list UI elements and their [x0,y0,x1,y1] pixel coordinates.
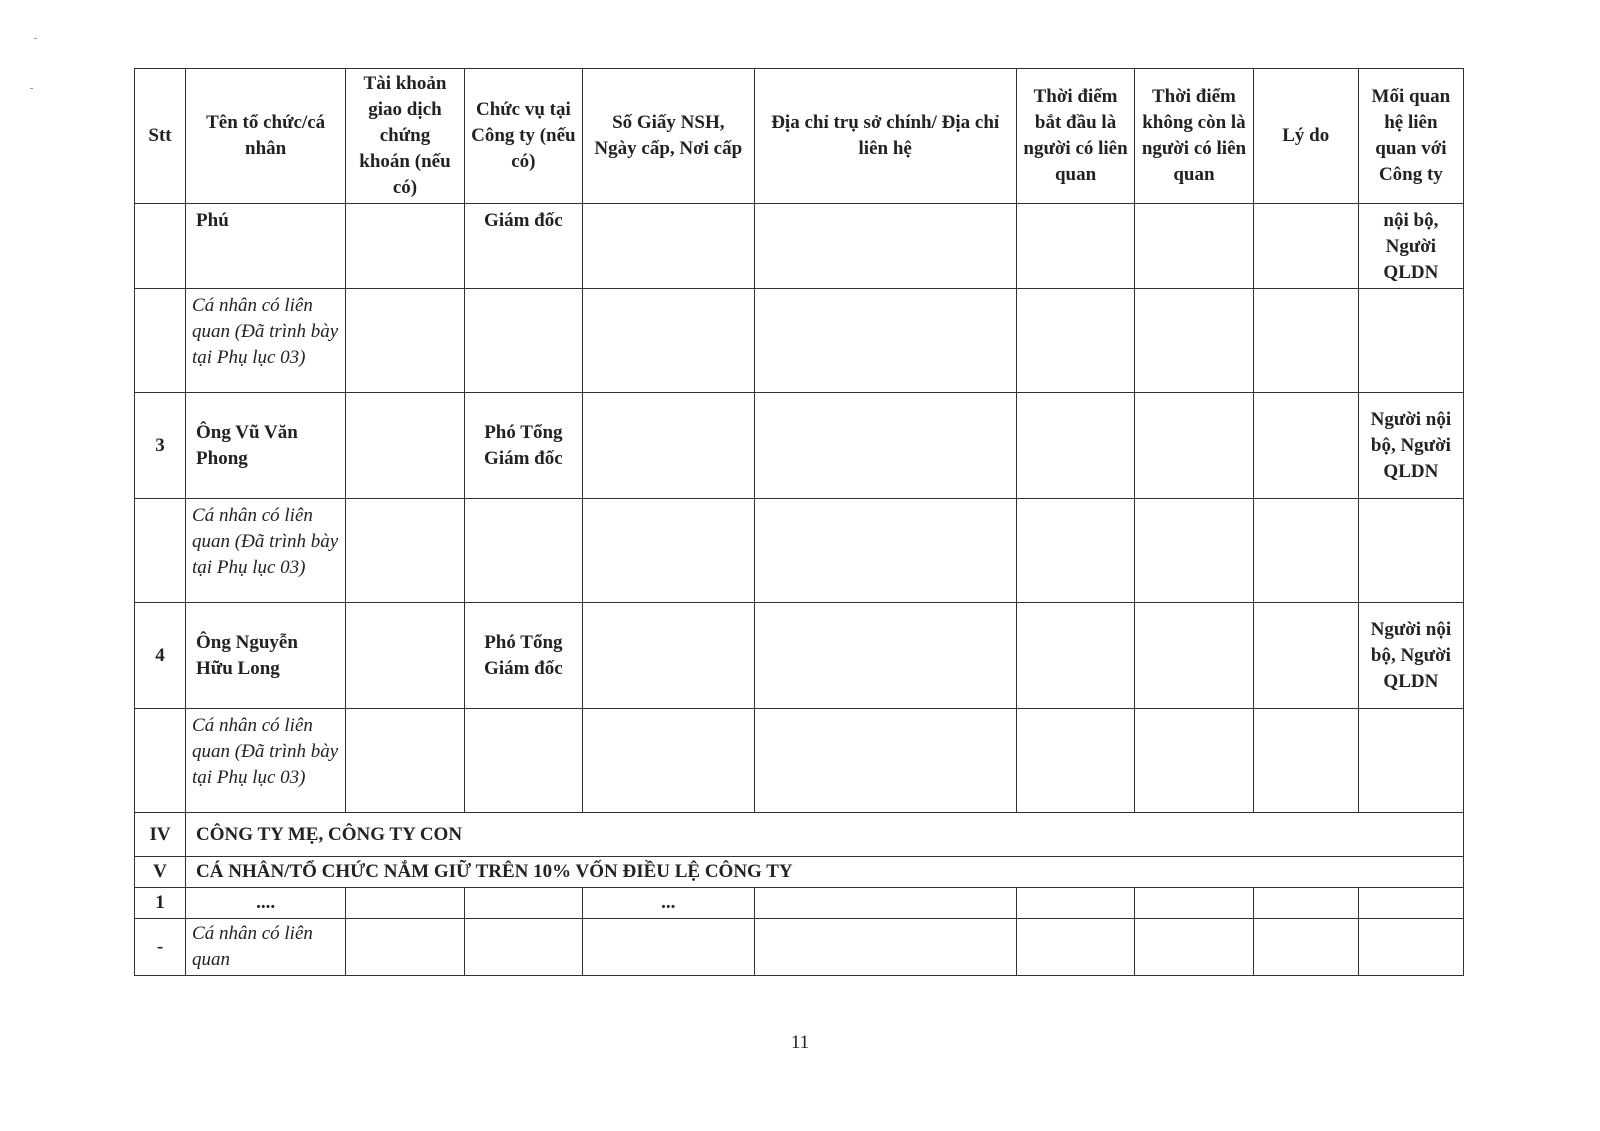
header-reason: Lý do [1253,69,1358,204]
page-number: 11 [790,1032,810,1053]
related-persons-note: Cá nhân có liên quan (Đã trình bày tại Phụ lục 03) [186,499,346,603]
table-row [135,204,1464,289]
row-stt: - [135,919,186,976]
related-persons-note: Cá nhân có liên quan (Đã trình bày tại Phụ lục 03) [186,709,346,813]
placeholder-nsh: ... [583,888,754,919]
header-account: Tài khoản giao dịch chứng khoán (nếu có) [346,69,464,204]
person-name: Phú [186,204,346,289]
header-row [135,69,1464,204]
table-row [135,919,1464,976]
header-relation: Mối quan hệ liên quan với Công ty [1358,69,1463,204]
header-name: Tên tổ chức/cá nhân [186,69,346,204]
header-position: Chức vụ tại Công ty (nếu có) [464,69,582,204]
section-number: IV [135,813,186,857]
header-address: Địa chỉ trụ sở chính/ Địa chỉ liên hệ [754,69,1016,204]
row-stt: 4 [135,603,186,709]
person-position: Phó Tổng Giám đốc [464,393,582,499]
related-persons-note: Cá nhân có liên quan (Đã trình bày tại Phụ lục 03) [186,289,346,393]
section-number: V [135,857,186,888]
section-title: CÔNG TY MẸ, CÔNG TY CON [186,813,1464,857]
scan-speck [34,38,37,39]
person-name: Ông Nguyễn Hữu Long [186,603,346,709]
related-persons-table [134,68,1464,976]
table-row [135,603,1464,709]
header-end: Thời điểm không còn là người có liên quan [1135,69,1253,204]
person-position: Phó Tổng Giám đốc [464,603,582,709]
person-relation: Người nội bộ, Người QLDN [1358,603,1463,709]
person-position: Giám đốc [464,204,582,289]
row-stt: 1 [135,888,186,919]
person-name: Ông Vũ Văn Phong [186,393,346,499]
scan-speck [30,88,33,89]
section-row [135,857,1464,888]
table-row [135,499,1464,603]
header-nsh: Số Giấy NSH, Ngày cấp, Nơi cấp [583,69,754,204]
placeholder-name: .... [186,888,346,919]
person-relation: nội bộ, Người QLDN [1358,204,1463,289]
related-persons-note: Cá nhân có liên quan [186,919,346,976]
table-row [135,888,1464,919]
person-relation: Người nội bộ, Người QLDN [1358,393,1463,499]
header-start: Thời điểm bắt đầu là người có liên quan [1016,69,1134,204]
row-stt: 3 [135,393,186,499]
table-row [135,289,1464,393]
table-row [135,709,1464,813]
section-row [135,813,1464,857]
table-row [135,393,1464,499]
header-stt: Stt [135,69,186,204]
section-title: CÁ NHÂN/TỔ CHỨC NẮM GIỮ TRÊN 10% VỐN ĐIỀU LỆ CÔNG TY [186,857,1464,888]
